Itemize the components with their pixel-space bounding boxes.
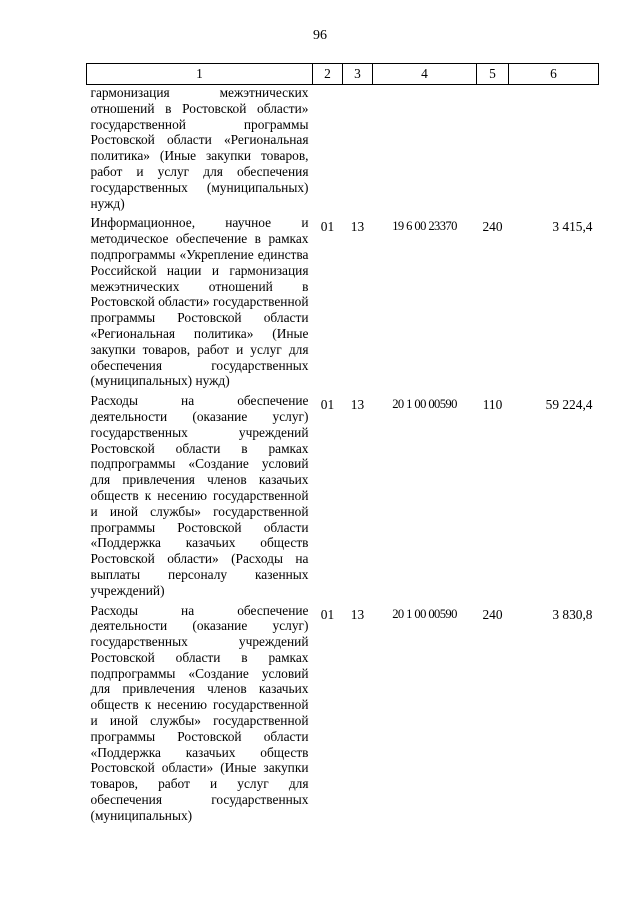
- column-header-amount: 6: [509, 64, 599, 85]
- row-expense-type: 240: [482, 219, 503, 235]
- column-header-subsection: 3: [343, 64, 373, 85]
- row-target-article: 19 6 00 23370: [392, 219, 457, 234]
- row-target-article: 20 1 00 00590: [392, 397, 457, 412]
- row-subsection: 13: [350, 397, 365, 413]
- table-row: [87, 603, 599, 828]
- page-number: 96: [313, 28, 327, 43]
- table-row: [87, 215, 599, 393]
- row-subsection: 13: [350, 606, 365, 622]
- row-amount: 3 415,4: [552, 219, 593, 235]
- table-header-row: [87, 64, 599, 85]
- budget-table: [86, 63, 599, 828]
- table-row: [87, 393, 599, 602]
- row-section: 01: [320, 397, 335, 413]
- row-description: Расходы на обеспечение деятельности (оказание услуг) государственных учреждений Ростовской области в рамках подпрограммы «Создание условий для привлечения членов казачьих обществ к несению государственной и иной службы» государственной программы Ростовской области «Поддержка казачьих обществ Ростовской области» (Иные закупки товаров, работ и услуг для обеспечения государственных (муниципальных): [90, 602, 309, 823]
- row-expense-type: [477, 85, 509, 216]
- row-expense-type: 110: [482, 397, 503, 413]
- row-amount: 3 830,8: [552, 606, 593, 622]
- row-section: 01: [320, 219, 335, 235]
- row-subsection: [343, 85, 373, 216]
- table-row: [87, 85, 599, 216]
- column-header-target-article: 4: [373, 64, 477, 85]
- row-section: 01: [320, 606, 335, 622]
- row-expense-type: 240: [482, 606, 503, 622]
- row-description: гармонизация межэтнических отношений в Ростовской области» государственной программы Ростовской области «Региональная политика» (Иные закупки товаров, работ и услуг для обеспечения государственных (муниципальных) нужд): [90, 85, 309, 211]
- row-description: Информационное, научное и методическое обеспечение в рамках подпрограммы «Укрепление единства Российской нации и гармонизация межэтнических отношений в Ростовской области» государственной программы Ростовской области «Региональная политика» (Иные закупки товаров, работ и услуг для обеспечения государственных (муниципальных) нужд): [90, 215, 309, 389]
- row-subsection: 13: [350, 219, 365, 235]
- column-header-expense-type: 5: [477, 64, 509, 85]
- row-description: Расходы на обеспечение деятельности (оказание услуг) государственных учреждений Ростовской области в рамках подпрограммы «Создание условий для привлечения членов казачьих обществ к несению государственной и иной службы» государственной программы Ростовской области «Поддержка казачьих обществ Ростовской области» (Расходы на выплаты персоналу казенных учреждений): [90, 393, 309, 598]
- row-target-article: 20 1 00 00590: [392, 606, 457, 621]
- row-amount: [509, 85, 599, 216]
- row-amount: 59 224,4: [545, 397, 593, 413]
- row-section: [313, 85, 343, 216]
- row-target-article: [373, 85, 477, 216]
- column-header-section: 2: [313, 64, 343, 85]
- column-header-description: 1: [87, 64, 313, 85]
